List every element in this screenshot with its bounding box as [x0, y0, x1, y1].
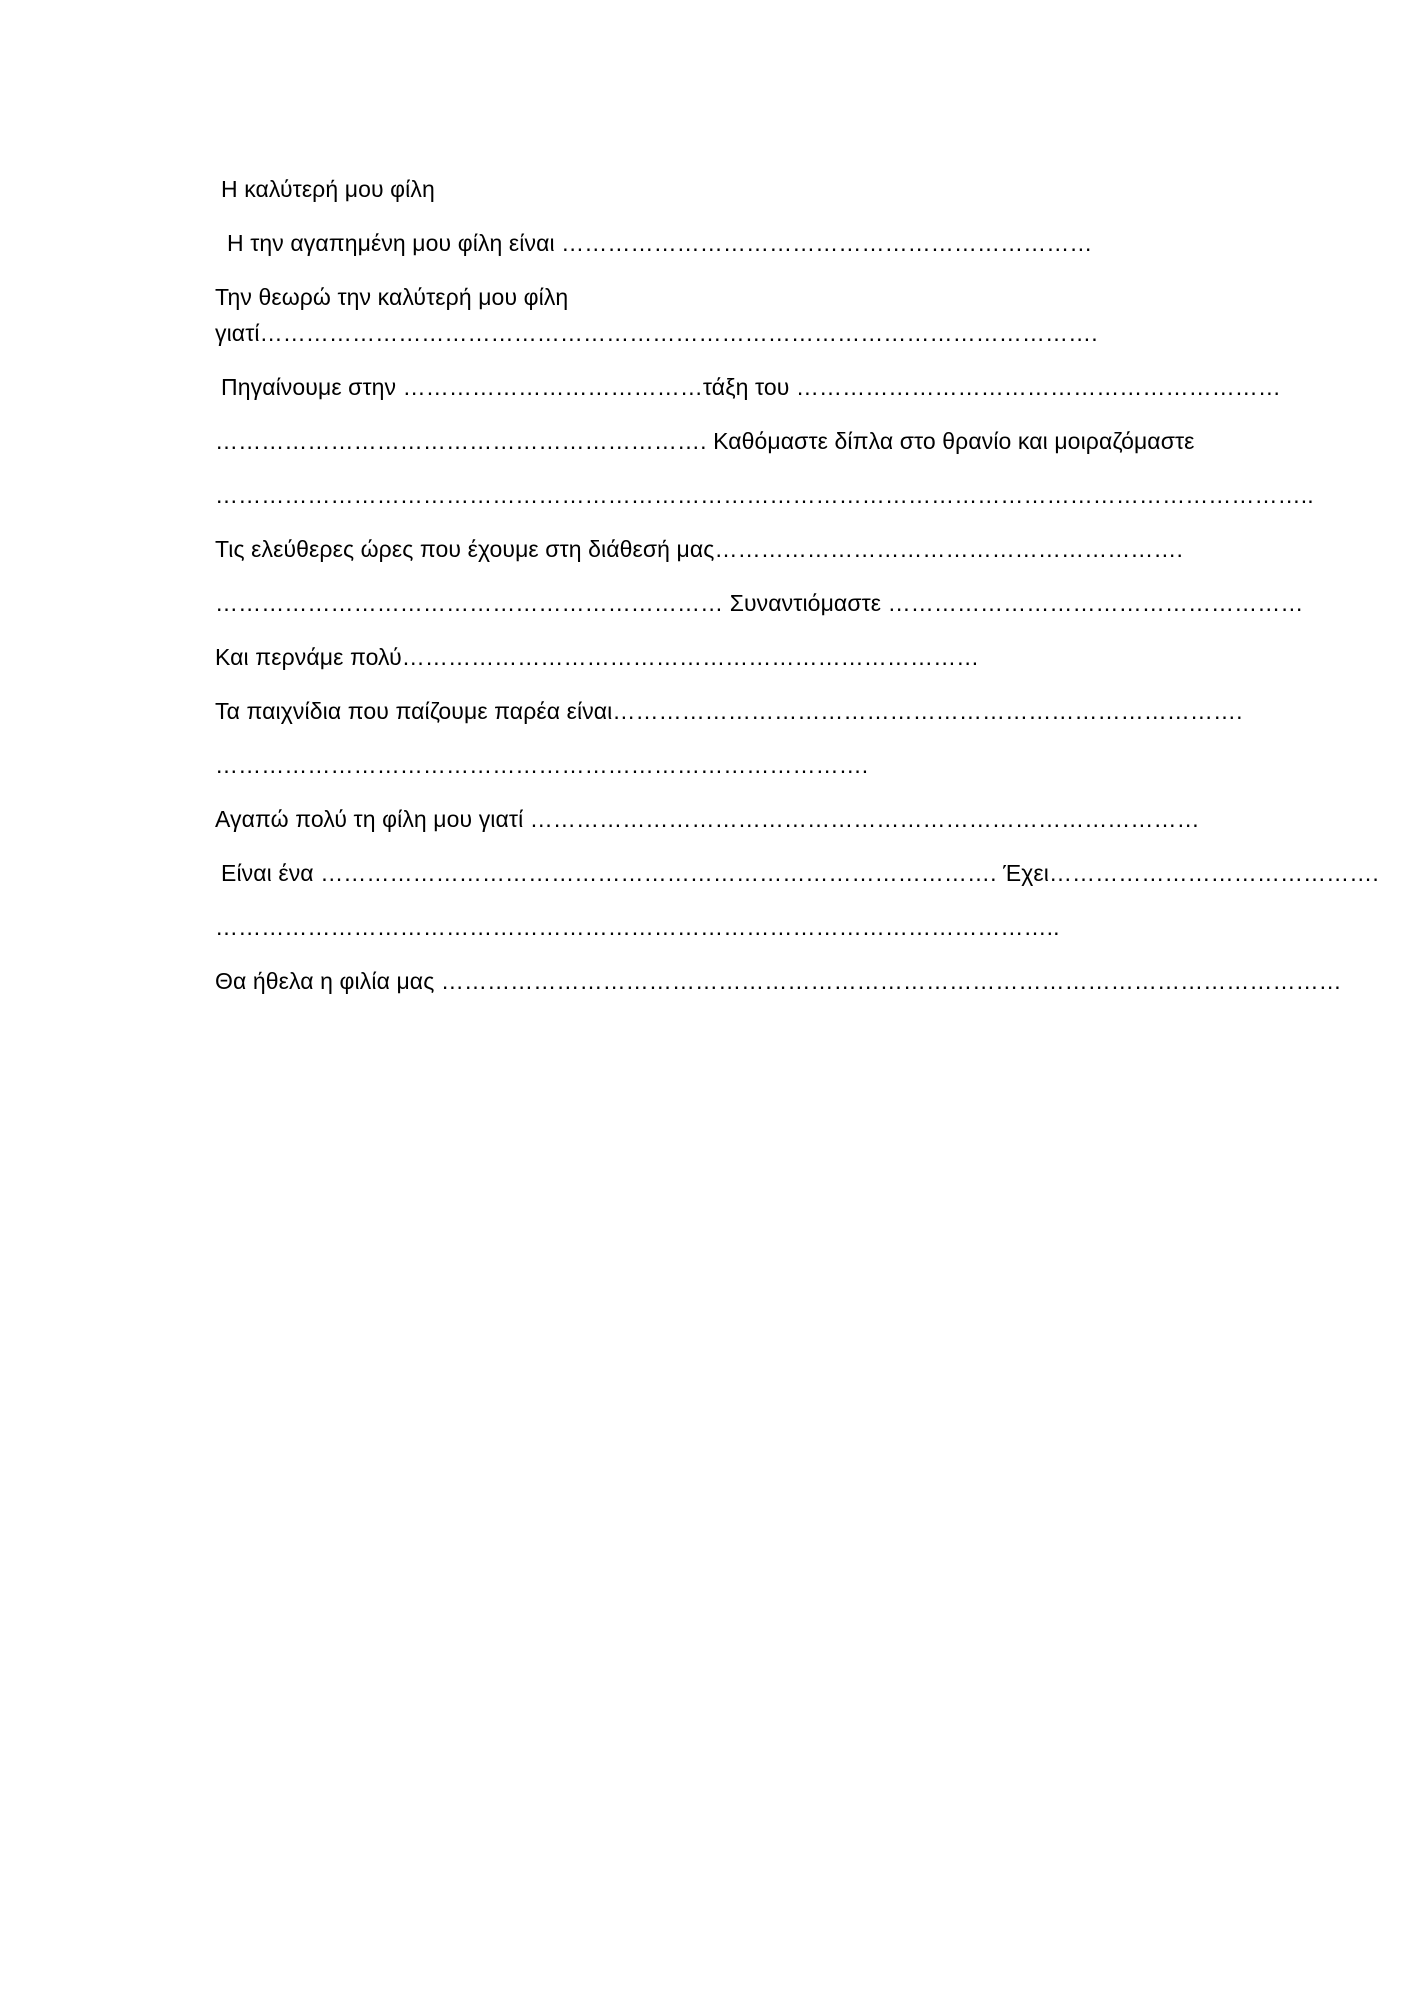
- line-games: Τα παιχνίδια που παίζουμε παρέα είναι……………………………………………………………………….: [215, 698, 1243, 724]
- line-have-fun: Και περνάμε πολύ…………………………………………………………………: [215, 644, 980, 670]
- line-favorite-friend: Η την αγαπημένη μου φίλη είναι ……………………………………………………………: [227, 230, 1093, 256]
- line-share-blank: ……………………………………………………………………………………………………………………………..: [215, 482, 1314, 508]
- line-friendship-wish: Θα ήθελα η φιλία μας ………………………………………………………………………………………………………: [215, 968, 1342, 994]
- line-sit-together: ………………………………………………………. Καθόμαστε δίπλα στο θρανίο και μοιραζόμαστε: [215, 428, 1195, 454]
- line-free-hours: Τις ελεύθερες ώρες που έχουμε στη διάθεσή μας…………………………………………………….: [215, 536, 1183, 562]
- worksheet-title: Η καλύτερή μου φίλη: [221, 176, 435, 202]
- line-love-friend: Αγαπώ πολύ τη φίλη μου γιατί ……………………………………………………………………………: [215, 806, 1200, 832]
- line-because: γιατί……………………………………………………………………………………………….: [215, 320, 1098, 346]
- line-school-class: Πηγαίνουμε στην …………………………………τάξη του ………………………………………………………: [221, 374, 1281, 400]
- line-consider-best-friend: Την θεωρώ την καλύτερή μου φίλη: [215, 284, 569, 310]
- line-description-blank: ………………………………………………………………………………………………..: [215, 914, 1060, 940]
- line-she-is: Είναι ένα ……………………………………………………………………………. Έχει…………………………………….: [221, 860, 1379, 886]
- line-games-blank: ………………………………………………………………………….: [215, 752, 869, 778]
- line-we-meet: ………………………………………………………… Συναντιόμαστε ………………………………………………: [215, 590, 1304, 616]
